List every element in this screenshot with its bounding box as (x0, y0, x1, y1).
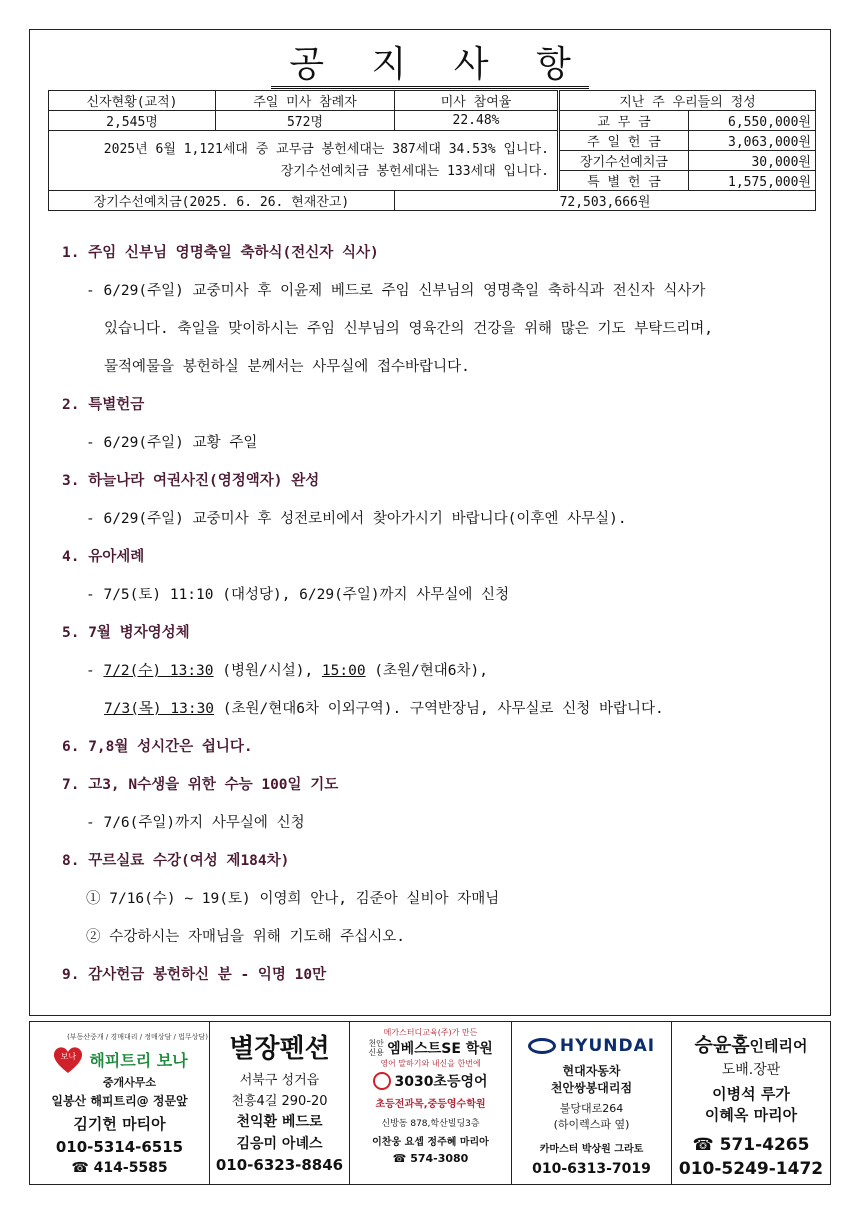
offering-label: 장기수선예치금 (559, 151, 689, 171)
notice-heading: 6. 7,8월 성시간은 쉽니다. (62, 739, 253, 755)
notice-heading: 8. 꾸르실료 수강(여성 제184차) (62, 853, 290, 869)
household-note: 2025년 6월 1,121세대 중 교무금 봉헌세대는 387세대 34.53% 입니다. 장기수선예치금 봉헌세대는 133세대 입니다. (49, 131, 559, 191)
header-attendance: 주일 미사 참례자 (216, 91, 395, 111)
header-rate: 미사 참여율 (395, 91, 559, 111)
notice-heading: 5. 7월 병자영성체 (62, 625, 190, 641)
notice-line: - 6/29(주일) 교중미사 후 이윤제 베드로 주임 신부님의 영명축일 축하식과 전신자 식사가 (86, 283, 706, 299)
notice-line: - 6/29(주일) 교황 주일 (86, 435, 258, 451)
notice-line: - 7/5(토) 11:10 (대성당), 6/29(주일)까지 사무실에 신청 (86, 587, 510, 603)
notice-line: 있습니다. 축일을 맞이하시는 주임 신부님의 영육간의 건강을 위해 많은 기도 부탁드리며, (104, 321, 714, 337)
notice-line: - 7/2(수) 13:30 (병원/시설), 15:00 (초원/현대6차), (86, 663, 488, 679)
notice-heading: 3. 하늘나라 여권사진(영정액자) 완성 (62, 473, 320, 489)
ad-strip (29, 1021, 831, 1185)
schedule-date: 7/2(수) 13:30 (103, 663, 214, 679)
value-attendance: 572명 (216, 111, 395, 131)
notice-heading: 1. 주임 신부님 영명축일 축하식(전신자 식사) (62, 245, 379, 261)
offering-amount: 6,550,000원 (689, 111, 816, 131)
page-title: 공 지 사 항 (30, 36, 830, 87)
offering-label: 주 일 헌 금 (559, 131, 689, 151)
header-parishioners: 신자현황(교적) (49, 91, 216, 111)
offering-amount: 30,000원 (689, 151, 816, 171)
notice-heading: 4. 유아세례 (62, 549, 145, 565)
ad-interior: 승윤홈인테리어 도배.장판 이병석 루가 이혜옥 마리아 ☎ 571-4265 010-5249-1472 (678, 1034, 824, 1179)
notice-line: - 7/6(주일)까지 사무실에 신청 (86, 815, 305, 831)
hyundai-logo-icon (528, 1038, 556, 1054)
header-offerings: 지난 주 우리들의 정성 (559, 91, 816, 111)
notice-line: ② 수강하시는 자매님을 위해 기도해 주십시오. (86, 929, 406, 945)
ad-pension: 별장펜션 서북구 성거읍 천흥4길 290-20 천익환 베드로 김응미 아녜스 010-6323-8846 (210, 1022, 350, 1184)
offering-amount: 1,575,000원 (689, 171, 816, 191)
stats-table (48, 90, 816, 211)
notice-line: 물적예물을 봉헌하실 분께서는 사무실에 접수바랍니다. (104, 359, 470, 375)
notice-line: 7/3(목) 13:30 (초원/현대6차 이외구역). 구역반장님, 사무실로 신청 바랍니다. (104, 701, 664, 717)
schedule-date: 7/3(목) 13:30 (104, 701, 215, 717)
ad-mbest: 메가스터디교육(주)가 만든 천안 신용 엠베스트SE 학원 영어 말하기와 내신을 한번에 3030초등영어 초등전과목,중등영수학원 신방동 878,학산빌딩3층 이찬웅 요셉 정주혜 마리아 ☎ 574-3080 (350, 1022, 512, 1184)
offering-label: 교 무 금 (559, 111, 689, 131)
heart-logo-icon: 보나 (51, 1044, 85, 1074)
balance-label: 장기수선예치금(2025. 6. 26. 현재잔고) (49, 191, 395, 211)
notice-heading: 2. 특별헌금 (62, 397, 145, 413)
notice-heading: 9. 감사헌금 봉헌하신 분 - 익명 10만 (62, 967, 327, 983)
ad-happytree: (부동산중개 / 경매대리 / 정매상담 / 법무상담) 보나 해피트리 보나 중개사무소 일봉산 해피트리@ 정문앞 김기헌 마티아 010-5314-6515 ☎ 414-5585 (30, 1022, 210, 1184)
ad-hyundai: HYUNDAI 현대자동차 천안쌍봉대리점 불당대로264 (하이렉스파 옆) 카마스터 박상원 그라토 010-6313-7019 (512, 1022, 672, 1184)
notice-heading: 7. 고3, N수생을 위한 수능 100일 기도 (62, 777, 339, 793)
value-parishioners: 2,545명 (49, 111, 216, 131)
school-logo-icon (373, 1072, 391, 1090)
offering-label: 특 별 헌 금 (559, 171, 689, 191)
notice-line: ① 7/16(수) ~ 19(토) 이영희 안나, 김준아 실비아 자매님 (86, 891, 500, 907)
notice-line: - 6/29(주일) 교중미사 후 성전로비에서 찾아가시기 바랍니다(이후엔 사무실). (86, 511, 627, 527)
offering-amount: 3,063,000원 (689, 131, 816, 151)
value-rate: 22.48% (395, 111, 559, 131)
balance-amount: 72,503,666원 (395, 191, 816, 211)
notice-list (62, 238, 820, 998)
schedule-time: 15:00 (321, 663, 366, 679)
